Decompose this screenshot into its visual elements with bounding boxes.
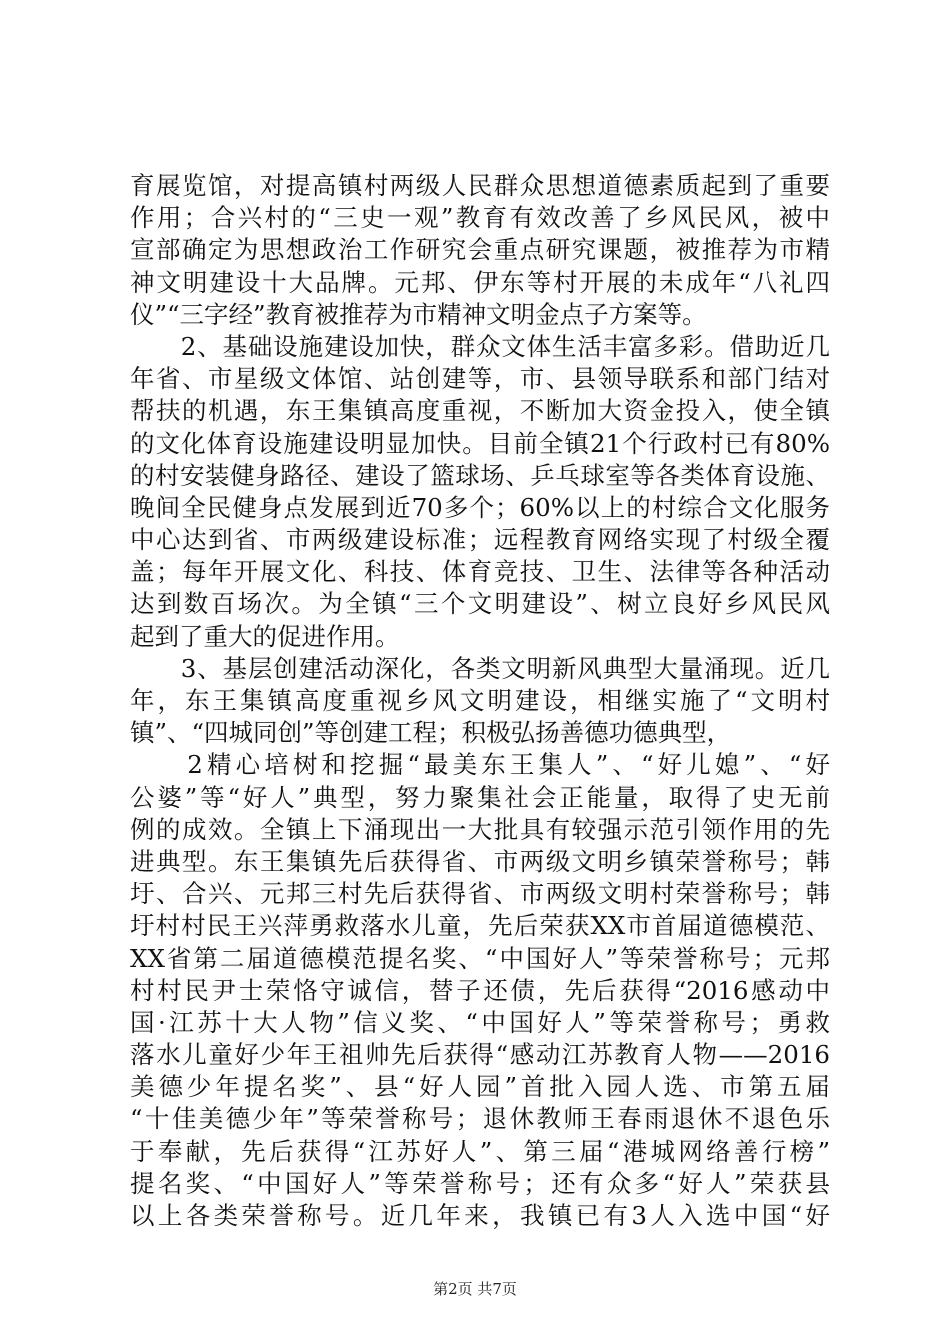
text-line: XX省第二届道德模范提名奖、“中国好人”等荣誉称号；元邦 (130, 943, 830, 973)
text-line: 起到了重大的促进作用。 (130, 621, 400, 651)
text-line: 3、基层创建活动深化，各类文明新风典型大量涌现。近几 (130, 653, 830, 683)
text-line: 达到数百场次。为全镇“三个文明建设”、树立良好乡风民风 (130, 589, 830, 619)
text-line: 镇”、“四城同创”等创建工程；积极弘扬善德功德典型， (130, 718, 732, 748)
text-line: 帮扶的机遇，东王集镇高度重视，不断加大资金投入，使全镇 (130, 396, 830, 426)
text-line: 宣部确定为思想政治工作研究会重点研究课题，被推荐为市精 (130, 235, 830, 265)
text-line: 晚间全民健身点发展到近70多个；60%以上的村综合文化服务 (130, 492, 830, 522)
text-line: 圩、合兴、元邦三村先后获得省、市两级文明村荣誉称号；韩 (130, 879, 830, 909)
text-line: 年省、市星级文体馆、站创建等，市、县领导联系和部门结对 (130, 364, 830, 394)
text-line: 进典型。东王集镇先后获得省、市两级文明乡镇荣誉称号；韩 (130, 846, 830, 876)
document-body (130, 170, 830, 1232)
text-line: 盖；每年开展文化、科技、体育竞技、卫生、法律等各种活动 (130, 557, 830, 587)
text-line: 育展览馆，对提高镇村两级人民群众思想道德素质起到了重要 (130, 171, 830, 200)
text-line: 2精心培树和挖掘“最美东王集人”、“好儿媳”、“好 (130, 750, 830, 780)
text-line: 的文化体育设施建设明显加快。目前全镇21个行政村已有80% (130, 428, 830, 458)
text-line: 公婆”等“好人”典型，努力聚集社会正能量，取得了史无前 (130, 782, 830, 812)
text-line: 神文明建设十大品牌。元邦、伊东等村开展的未成年“八礼四 (130, 267, 830, 297)
text-line: 作用；合兴村的“三史一观”教育有效改善了乡风民风，被中 (130, 203, 830, 233)
text-line: 落水儿童好少年王祖帅先后获得“感动江苏教育人物——2016 (130, 1040, 830, 1070)
text-line: 村村民尹士荣恪守诚信，替子还债，先后获得“2016感动中 (130, 975, 830, 1005)
text-line: “十佳美德少年”等荣誉称号；退休教师王春雨退休不退色乐 (130, 1104, 830, 1134)
text-line: 仪”“三字经”教育被推荐为市精神文明金点子方案等。 (130, 299, 707, 329)
text-line: 例的成效。全镇上下涌现出一大批具有较强示范引领作用的先 (130, 814, 830, 844)
text-line: 的村安装健身路径、建设了篮球场、乒乓球室等各类体育设施、 (130, 460, 830, 490)
text-line: 提名奖、“中国好人”等荣誉称号；还有众多“好人”荣获县 (130, 1168, 830, 1198)
text-line: 年，东王集镇高度重视乡风文明建设，相继实施了“文明村 (130, 686, 830, 715)
text-line: 2、基础设施建设加快，群众文体生活丰富多彩。借助近几 (130, 331, 830, 361)
text-line: 于奉献，先后获得“江苏好人”、第三届“港城网络善行榜” (130, 1136, 830, 1166)
page-number-footer: 第2页 共7页 (433, 1280, 517, 1298)
text-line: 以上各类荣誉称号。近几年来，我镇已有3人入选中国“好 (130, 1201, 830, 1230)
text-line: 中心达到省、市两级建设标准；远程教育网络实现了村级全覆 (130, 525, 830, 555)
text-line: 美德少年提名奖”、县“好人园”首批入园人选、市第五届 (130, 1072, 830, 1102)
text-line: 圩村村民王兴萍勇救落水儿童，先后荣获XX市首届道德模范、 (130, 911, 830, 941)
text-line: 国·江苏十大人物”信义奖、“中国好人”等荣誉称号；勇救 (130, 1007, 830, 1037)
